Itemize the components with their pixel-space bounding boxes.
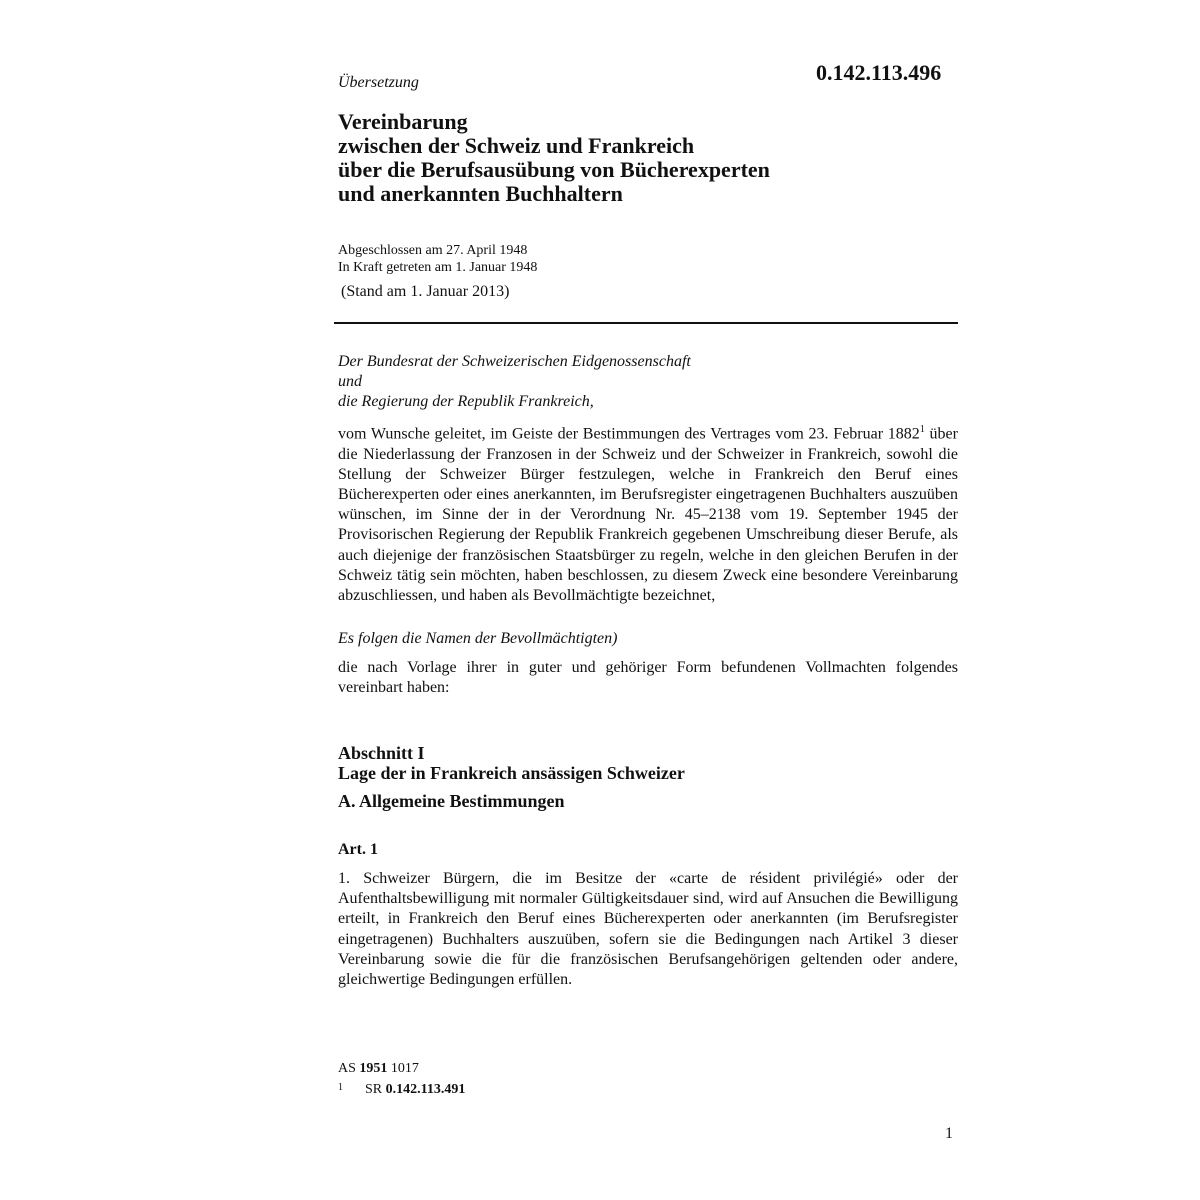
header-divider xyxy=(334,322,958,324)
agreement-text: die nach Vorlage ihrer in guter und gehöriger Form befundenen Vollmachten folgendes vereinbart haben: xyxy=(338,659,958,697)
footnote-as xyxy=(338,1060,419,1078)
section-number: Abschnitt I xyxy=(338,743,425,763)
footnote-1-number[interactable]: 0.142.113.491 xyxy=(385,1082,466,1097)
preamble-text-part-1: vom Wunsche geleitet, im Geiste der Bestimmungen des Vertrages vom 23. Februar 1882 xyxy=(338,425,920,443)
status-date: (Stand am 1. Januar 2013) xyxy=(341,283,510,300)
preamble-text-part-2: über die Niederlassung der Franzosen in der Schweiz und der Schweizer in Frankreich, sowohl die Stellung der Schweizer Bürger festzulegen, welche in Frankreich den Beruf eines Bücherexperten oder eines anerkannten, im Berufsregister eingetragenen Buchhalters auszuüben wünschen, im Sinne der in der Verordnung Nr. 45–2138 vom 19. September 1945 der Provisorischen Regierung der Republik Frankreich gegebenen Umschreibung dieser Berufe, als auch diejenige der französischen Staatsbürger zu regeln, welche in den gleichen Berufen in der Schweiz tätig sein möchten, haben beschlossen, zu diesem Zweck eine besondere Vereinbarung abzuschliessen, und haben als Bevollmächtigte bezeichnet, xyxy=(338,425,958,604)
title-line-2: zwischen der Schweiz und Frankreich xyxy=(338,133,695,158)
section-heading xyxy=(338,743,958,783)
preamble-text xyxy=(338,420,958,606)
plenipotentiaries-note: Es folgen die Namen der Bevollmächtigten) xyxy=(338,630,618,647)
footnote-1 xyxy=(338,1081,465,1099)
document-meta xyxy=(338,242,958,276)
footnote-1-mark: 1 xyxy=(338,1082,343,1093)
page-number: 1 xyxy=(945,1125,953,1142)
translation-label: Übersetzung xyxy=(338,74,419,91)
footnote-ref-1[interactable]: 1 xyxy=(919,424,925,435)
as-year: 1951 xyxy=(359,1061,388,1076)
title-line-3: über die Berufsausübung von Bücherexperten xyxy=(338,157,770,182)
concluded-date: Abgeschlossen am 27. April 1948 xyxy=(338,243,528,258)
preamble-parties xyxy=(338,352,958,413)
as-page: 1017 xyxy=(390,1061,419,1076)
title-line-1: Vereinbarung xyxy=(338,109,468,134)
title-line-4: und anerkannten Buchhaltern xyxy=(338,181,623,206)
party-2: die Regierung der Republik Frankreich, xyxy=(338,393,594,411)
sr-number: 0.142.113.496 xyxy=(816,60,942,85)
as-prefix: AS xyxy=(338,1061,356,1076)
article-1-text: 1. Schweizer Bürgern, die im Besitze der «carte de résident privilégié» oder der Aufenthaltsbewilligung mit normaler Gültigkeitsdauer sind, wird auf Ansuchen die Bewilligung erteilt, in Frankreich den Beruf eines Bücherexperten oder anerkannten (im Berufsregister eingetragenen) Buchhalters auszuüben, sofern sie die Bedingungen nach Artikel 3 dieser Vereinbarung sowie die für die französischen Berufsangehörigen geltenden oder andere, gleichwertige Bedingungen erfüllen. xyxy=(338,870,958,989)
footnote-1-prefix: SR xyxy=(365,1082,383,1097)
subsection-heading: A. Allgemeine Bestimmungen xyxy=(338,791,565,811)
party-conjunction: und xyxy=(338,373,362,391)
section-title: Lage der in Frankreich ansässigen Schweizer xyxy=(338,763,685,783)
article-1-heading: Art. 1 xyxy=(338,841,378,858)
party-1: Der Bundesrat der Schweizerischen Eidgenossenschaft xyxy=(338,353,691,370)
in-force-date: In Kraft getreten am 1. Januar 1948 xyxy=(338,260,538,275)
document-title xyxy=(338,110,958,206)
